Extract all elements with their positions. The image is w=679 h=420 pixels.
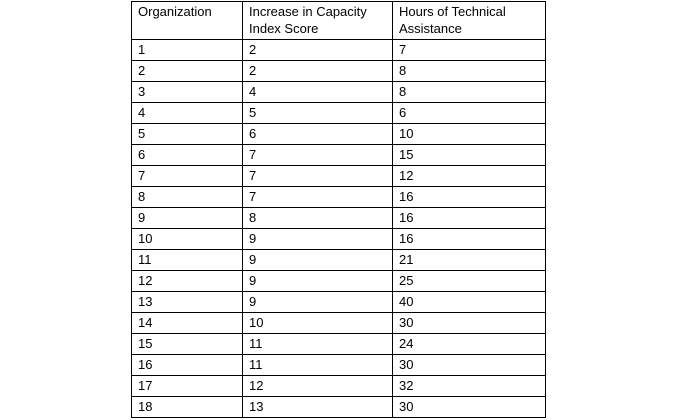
- cell-organization: 1: [132, 40, 243, 61]
- table-row: [132, 229, 546, 250]
- header-capacity-index-increase: Increase in Capacity Index Score: [243, 2, 393, 40]
- cell-organization: 2: [132, 61, 243, 82]
- cell-organization: 14: [132, 313, 243, 334]
- cell-assistance-hours: 15: [393, 145, 546, 166]
- table-row: [132, 250, 546, 271]
- cell-assistance-hours: 30: [393, 355, 546, 376]
- cell-capacity-increase: 9: [243, 292, 393, 313]
- cell-capacity-increase: 13: [243, 397, 393, 418]
- cell-organization: 4: [132, 103, 243, 124]
- cell-organization: 3: [132, 82, 243, 103]
- table-header: [132, 2, 546, 40]
- cell-organization: 13: [132, 292, 243, 313]
- table-row: [132, 82, 546, 103]
- cell-capacity-increase: 2: [243, 61, 393, 82]
- cell-assistance-hours: 32: [393, 376, 546, 397]
- cell-capacity-increase: 8: [243, 208, 393, 229]
- table-row: [132, 166, 546, 187]
- cell-assistance-hours: 10: [393, 124, 546, 145]
- cell-organization: 15: [132, 334, 243, 355]
- cell-capacity-increase: 11: [243, 355, 393, 376]
- cell-organization: 17: [132, 376, 243, 397]
- cell-assistance-hours: 25: [393, 271, 546, 292]
- cell-assistance-hours: 12: [393, 166, 546, 187]
- cell-assistance-hours: 30: [393, 313, 546, 334]
- table-row: [132, 40, 546, 61]
- cell-assistance-hours: 8: [393, 61, 546, 82]
- table-row: [132, 397, 546, 418]
- cell-assistance-hours: 16: [393, 229, 546, 250]
- cell-capacity-increase: 10: [243, 313, 393, 334]
- cell-organization: 18: [132, 397, 243, 418]
- table-row: [132, 292, 546, 313]
- cell-assistance-hours: 7: [393, 40, 546, 61]
- table-row: [132, 61, 546, 82]
- cell-capacity-increase: 12: [243, 376, 393, 397]
- table-row: [132, 103, 546, 124]
- table-row: [132, 271, 546, 292]
- cell-organization: 9: [132, 208, 243, 229]
- table-row: [132, 355, 546, 376]
- cell-organization: 6: [132, 145, 243, 166]
- cell-organization: 10: [132, 229, 243, 250]
- cell-assistance-hours: 16: [393, 187, 546, 208]
- cell-capacity-increase: 7: [243, 166, 393, 187]
- cell-assistance-hours: 40: [393, 292, 546, 313]
- table-row: [132, 208, 546, 229]
- cell-assistance-hours: 6: [393, 103, 546, 124]
- table-body: [132, 40, 546, 418]
- header-row: [132, 2, 546, 40]
- cell-organization: 7: [132, 166, 243, 187]
- cell-capacity-increase: 5: [243, 103, 393, 124]
- table-row: [132, 124, 546, 145]
- cell-capacity-increase: 9: [243, 250, 393, 271]
- cell-capacity-increase: 7: [243, 187, 393, 208]
- data-table: [131, 1, 546, 418]
- cell-capacity-increase: 6: [243, 124, 393, 145]
- cell-assistance-hours: 30: [393, 397, 546, 418]
- cell-capacity-increase: 4: [243, 82, 393, 103]
- cell-capacity-increase: 9: [243, 271, 393, 292]
- header-organization: Organization: [132, 2, 243, 40]
- cell-organization: 16: [132, 355, 243, 376]
- header-technical-assistance-hours: Hours of Technical Assistance: [393, 2, 546, 40]
- cell-organization: 11: [132, 250, 243, 271]
- table-row: [132, 334, 546, 355]
- cell-assistance-hours: 16: [393, 208, 546, 229]
- cell-assistance-hours: 8: [393, 82, 546, 103]
- cell-capacity-increase: 11: [243, 334, 393, 355]
- cell-assistance-hours: 24: [393, 334, 546, 355]
- table-row: [132, 187, 546, 208]
- cell-capacity-increase: 7: [243, 145, 393, 166]
- cell-organization: 12: [132, 271, 243, 292]
- table-row: [132, 313, 546, 334]
- cell-organization: 8: [132, 187, 243, 208]
- cell-capacity-increase: 9: [243, 229, 393, 250]
- data-table-container: [131, 1, 546, 418]
- table-row: [132, 145, 546, 166]
- cell-organization: 5: [132, 124, 243, 145]
- cell-capacity-increase: 2: [243, 40, 393, 61]
- cell-assistance-hours: 21: [393, 250, 546, 271]
- table-row: [132, 376, 546, 397]
